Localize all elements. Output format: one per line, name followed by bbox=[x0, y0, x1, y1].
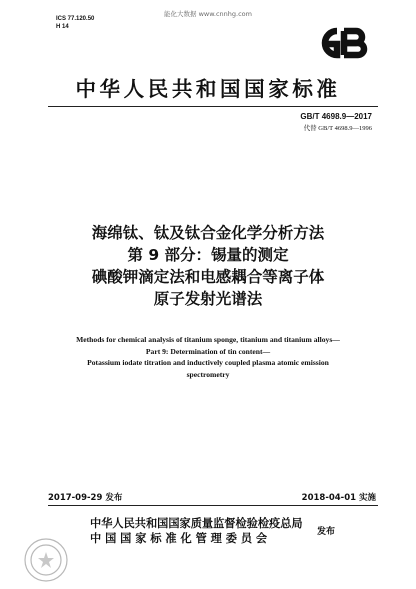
english-title-line: Potassium iodate titration and inductively coupled plasma atomic emission bbox=[87, 358, 329, 367]
ics-code: ICS 77.120.50 bbox=[56, 16, 95, 22]
english-title-line: Methods for chemical analysis of titanium sponge, titanium and titanium alloys— bbox=[76, 335, 340, 344]
publisher-suffix: 发布 bbox=[317, 527, 336, 537]
implementation-date: 2018-04-01 实施 bbox=[301, 493, 376, 503]
publisher-line: 中华人民共和国国家质量监督检验检疫总局 bbox=[90, 517, 303, 530]
seal-stamp-icon bbox=[22, 536, 70, 584]
top-divider bbox=[48, 106, 378, 107]
standard-number: GB/T 4698.9—2017 bbox=[300, 112, 372, 121]
chinese-title-line: 第 9 部分：锡量的测定 bbox=[127, 246, 289, 264]
gb-logo-icon bbox=[308, 22, 372, 64]
bottom-divider bbox=[48, 505, 378, 506]
watermark-text: 能化大数据 www.cnnhg.com bbox=[164, 10, 252, 18]
national-standard-title: 中华人民共和国国家标准 bbox=[75, 77, 341, 101]
english-title bbox=[0, 334, 416, 380]
publisher-block bbox=[90, 517, 303, 546]
english-title-line: Part 9: Determination of tin content— bbox=[145, 346, 271, 356]
publish-date: 2017-09-29 发布 bbox=[48, 493, 123, 503]
replaces-standard: 代替 GB/T 4698.9—1996 bbox=[303, 125, 372, 132]
publisher-line: 中 国 国 家 标 准 化 管 理 委 员 会 bbox=[90, 531, 268, 545]
chinese-title-line: 碘酸钾滴定法和电感耦合等离子体 bbox=[91, 268, 325, 286]
chinese-title-line: 原子发射光谱法 bbox=[153, 290, 263, 308]
english-title-line: spectrometry bbox=[186, 369, 230, 379]
chinese-title bbox=[0, 222, 416, 310]
ccs-code: H 14 bbox=[56, 24, 69, 30]
chinese-title-line: 海绵钛、钛及钛合金化学分析方法 bbox=[91, 224, 325, 242]
